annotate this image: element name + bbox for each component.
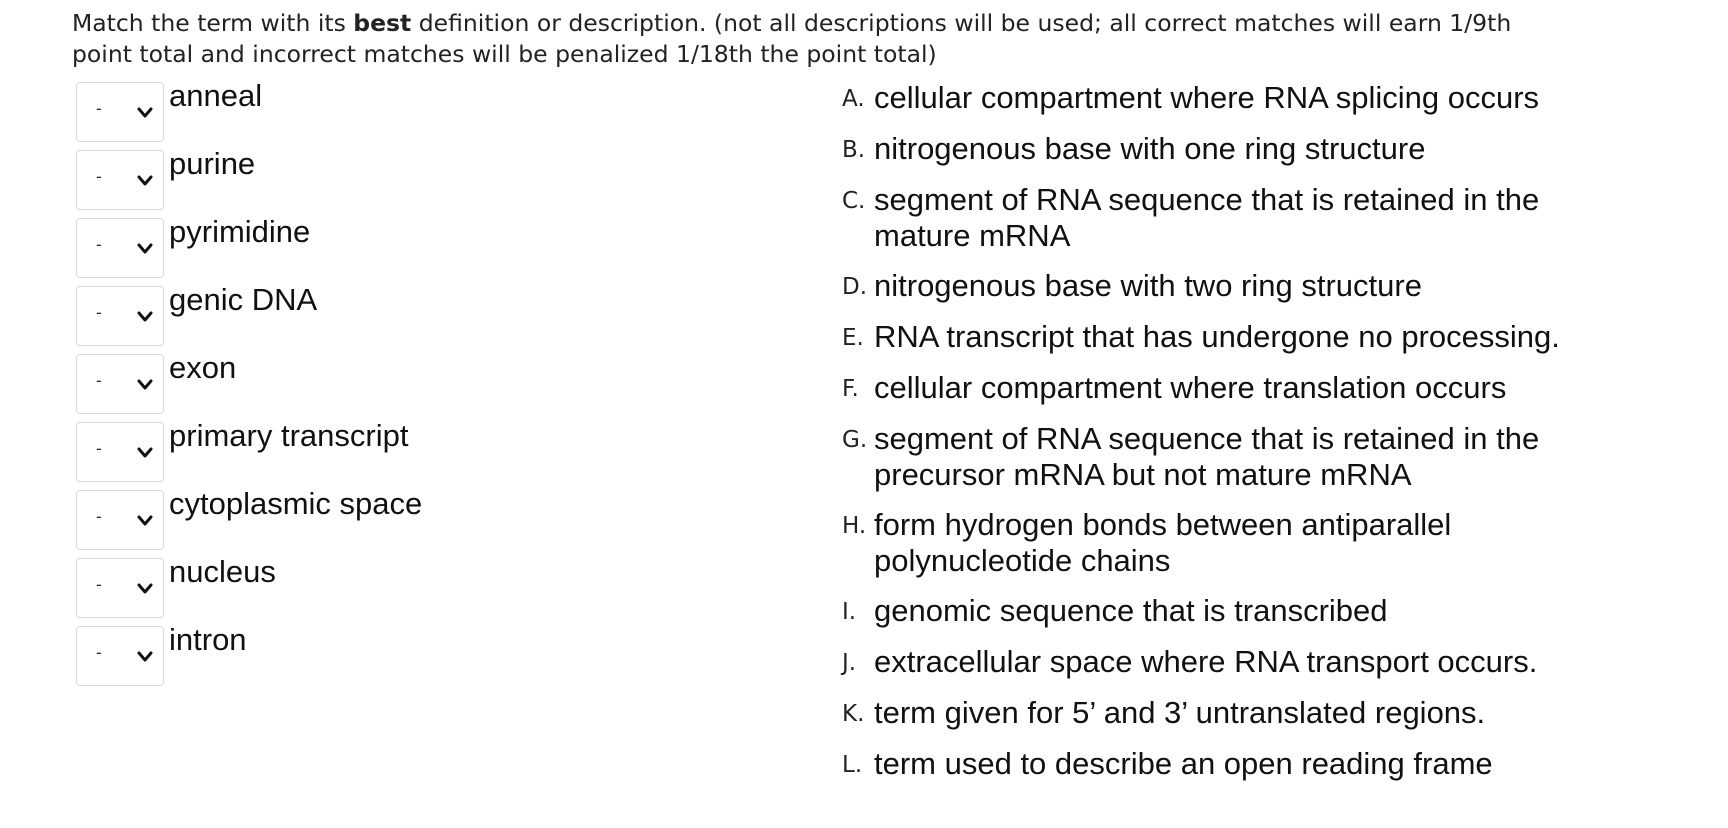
- select-value: -: [96, 575, 102, 594]
- select-value: -: [96, 167, 102, 186]
- definition-text: cellular compartment where translation occurs: [874, 370, 1507, 405]
- term-row: [76, 554, 776, 626]
- match-select[interactable]: [76, 626, 164, 686]
- definition-text: nitrogenous base with one ring structure: [874, 131, 1426, 166]
- definition-text: term used to describe an open reading frame: [874, 746, 1493, 781]
- definition-letter: E.: [842, 325, 864, 351]
- instructions-bold-word: best: [353, 9, 412, 37]
- definition-text: nitrogenous base with two ring structure: [874, 268, 1422, 303]
- question-instructions: [72, 8, 1572, 70]
- chevron-down-icon: [137, 379, 153, 391]
- definition-item: [842, 644, 1682, 681]
- term-row: [76, 78, 776, 150]
- term-label: cytoplasmic space: [169, 486, 423, 521]
- definition-item: [842, 421, 1682, 493]
- term-label: anneal: [169, 78, 263, 113]
- select-value: -: [96, 507, 102, 526]
- term-row: [76, 350, 776, 422]
- chevron-down-icon: [137, 515, 153, 527]
- instructions-text-start: Match the term with its: [72, 9, 354, 37]
- definition-letter: A.: [842, 86, 865, 112]
- term-label: genic DNA: [169, 282, 318, 317]
- definition-letter: I.: [842, 599, 857, 625]
- chevron-down-icon: [137, 107, 153, 119]
- definition-item: [842, 593, 1682, 630]
- term-label: purine: [169, 146, 256, 181]
- select-value: -: [96, 99, 102, 118]
- term-row: [76, 418, 776, 490]
- definition-item: [842, 319, 1682, 356]
- definition-text: segment of RNA sequence that is retained in the precursor mRNA but not mature mRNA: [874, 421, 1540, 492]
- definition-text: extracellular space where RNA transport occurs.: [874, 644, 1538, 679]
- definition-letter: F.: [842, 376, 859, 402]
- definition-letter: H.: [842, 513, 867, 539]
- term-label: exon: [169, 350, 237, 385]
- match-select[interactable]: [76, 422, 164, 482]
- definition-letter: L.: [842, 752, 863, 778]
- definition-letter: J.: [842, 650, 857, 676]
- term-row: [76, 214, 776, 286]
- match-select[interactable]: [76, 558, 164, 618]
- chevron-down-icon: [137, 583, 153, 595]
- definition-item: [842, 268, 1682, 305]
- match-select[interactable]: [76, 354, 164, 414]
- chevron-down-icon: [137, 447, 153, 459]
- definition-letter: D.: [842, 274, 868, 300]
- definition-item: [842, 80, 1682, 117]
- definition-text: segment of RNA sequence that is retained in the mature mRNA: [874, 182, 1540, 253]
- definition-text: cellular compartment where RNA splicing occurs: [874, 80, 1540, 115]
- definition-letter: K.: [842, 701, 865, 727]
- match-select[interactable]: [76, 150, 164, 210]
- chevron-down-icon: [137, 243, 153, 255]
- definition-text: form hydrogen bonds between antiparallel polynucleotide chains: [874, 507, 1452, 578]
- term-row: [76, 146, 776, 218]
- definition-letter: C.: [842, 188, 866, 214]
- term-label: intron: [169, 622, 247, 657]
- definition-letter: B.: [842, 137, 866, 163]
- definition-item: [842, 370, 1682, 407]
- definition-item: [842, 131, 1682, 168]
- term-label: pyrimidine: [169, 214, 311, 249]
- select-value: -: [96, 371, 102, 390]
- match-select[interactable]: [76, 490, 164, 550]
- term-row: [76, 486, 776, 558]
- definition-text: genomic sequence that is transcribed: [874, 593, 1388, 628]
- term-row: [76, 282, 776, 354]
- definition-item: [842, 507, 1682, 579]
- chevron-down-icon: [137, 651, 153, 663]
- definition-item: [842, 695, 1682, 732]
- definition-text: RNA transcript that has undergone no processing.: [874, 319, 1560, 354]
- term-label: nucleus: [169, 554, 276, 589]
- term-label: primary transcript: [169, 418, 409, 453]
- chevron-down-icon: [137, 311, 153, 323]
- definition-item: [842, 182, 1682, 254]
- chevron-down-icon: [137, 175, 153, 187]
- match-select[interactable]: [76, 286, 164, 346]
- definitions-list: [842, 80, 1682, 797]
- select-value: -: [96, 235, 102, 254]
- match-select[interactable]: [76, 218, 164, 278]
- instructions-text-end: definition or description. (not all descriptions will be used; all correct matches will earn 1/9th point total and incorrect matches will be penalized 1/18th the point total): [72, 9, 1512, 68]
- definition-item: [842, 746, 1682, 783]
- definition-text: term given for 5’ and 3’ untranslated regions.: [874, 695, 1486, 730]
- match-select[interactable]: [76, 82, 164, 142]
- term-row: [76, 622, 776, 694]
- select-value: -: [96, 643, 102, 662]
- select-value: -: [96, 439, 102, 458]
- definition-letter: G.: [842, 427, 868, 453]
- select-value: -: [96, 303, 102, 322]
- terms-list: [76, 78, 776, 694]
